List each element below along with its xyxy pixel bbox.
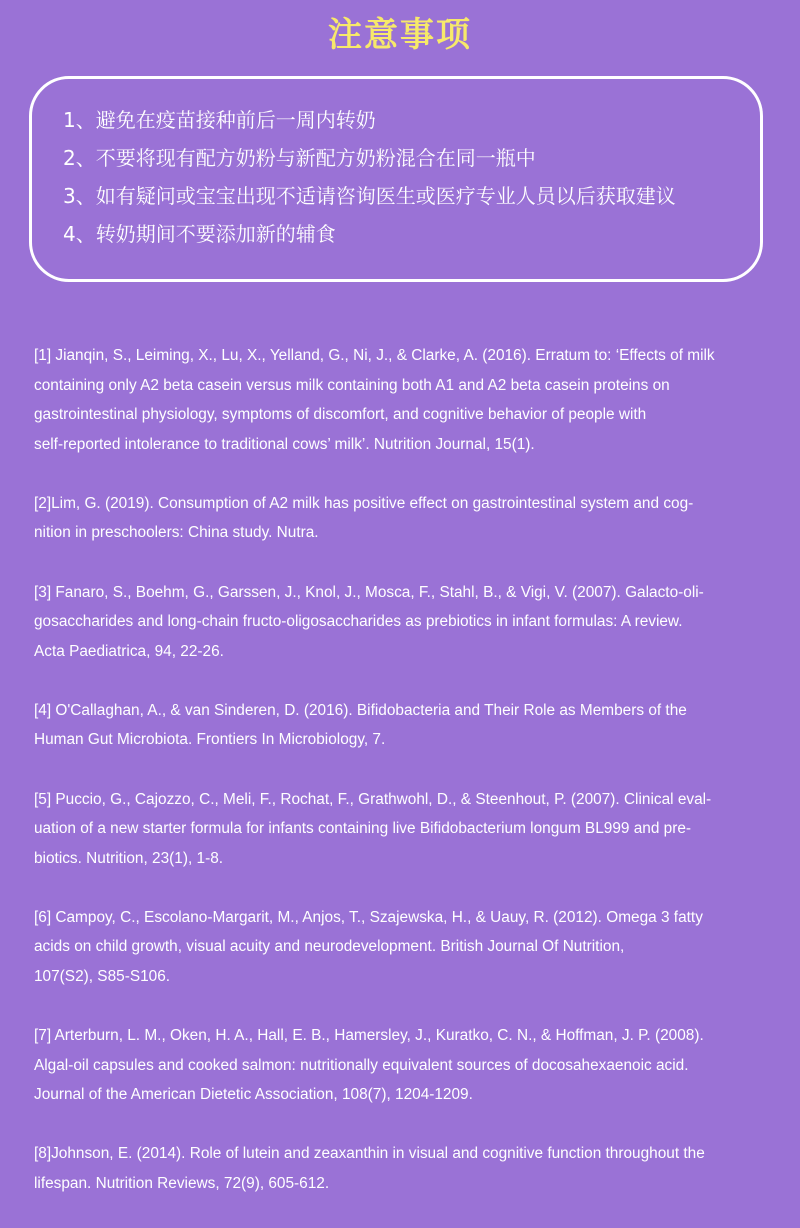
reference-1: [1] Jianqin, S., Leiming, X., Lu, X., Yelland, G., Ni, J., & Clarke, A. (2016). Erratum to: ‘Effects of milk containing only A2 beta casein versus milk containing both A1 and A2 beta casein proteins on gastrointestinal physiology, symptoms of discomfort, and cognitive behavior of people with self-reported intolerance to traditional cows’ milk’. Nutrition Journal, 15(1). [34,347,715,453]
reference-8: [8]Johnson, E. (2014). Role of lutein and zeaxanthin in visual and cognitive function throughout the lifespan. Nutrition Reviews, 72(9), 605-612. [34,1145,705,1192]
reference-list [34,341,779,1228]
notice-item-3: 3、如有疑问或宝宝出现不适请咨询医生或医疗专业人员以后获取建议 [63,184,676,208]
reference-3: [3] Fanaro, S., Boehm, G., Garssen, J., Knol, J., Mosca, F., Stahl, B., & Vigi, V. (2007). Galacto-oli- gosaccharides and long-chain fructo-oligosaccharides as prebiotics in infant formulas: A review. Acta Paediatrica, 94, 22-26. [34,583,704,660]
reference-4: [4] O'Callaghan, A., & van Sinderen, D. (2016). Bifidobacteria and Their Role as Members of the Human Gut Microbiota. Frontiers In Microbiology, 7. [34,701,687,749]
reference-6: [6] Campoy, C., Escolano-Margarit, M., Anjos, T., Szajewska, H., & Uauy, R. (2012). Omega 3 fatty acids on child growth, visual acuity and neurodevelopment. British Journal Of Nutrition, 107(S2), S85-S106. [34,908,703,985]
reference-2: [2]Lim, G. (2019). Consumption of A2 milk has positive effect on gastrointestinal system and cog- nition in preschoolers: China study. Nutra. [34,494,694,542]
notice-item-4: 4、转奶期间不要添加新的辅食 [63,222,336,246]
notice-item-2: 2、不要将现有配方奶粉与新配方奶粉混合在同一瓶中 [63,146,536,170]
notice-box [29,76,763,282]
notice-item-1: 1、避免在疫苗接种前后一周内转奶 [63,108,376,132]
reference-7: [7] Arterburn, L. M., Oken, H. A., Hall, E. B., Hamersley, J., Kuratko, C. N., & Hoffman, J. P. (2008). Algal-oil capsules and cooked salmon: nutritionally equivalent sources of docosahexaenoic acid. Journal of the American Dietetic Association, 108(7), 1204-1209. [34,1027,704,1104]
page-title: 注意事项 [328,15,472,55]
reference-5: [5] Puccio, G., Cajozzo, C., Meli, F., Rochat, F., Grathwohl, D., & Steenhout, P. (2007). Clinical eval- uation of a new starter formula for infants containing live Bifidobacterium longum BL999 and pre- biotics. Nutrition, 23(1), 1-8. [34,790,712,867]
